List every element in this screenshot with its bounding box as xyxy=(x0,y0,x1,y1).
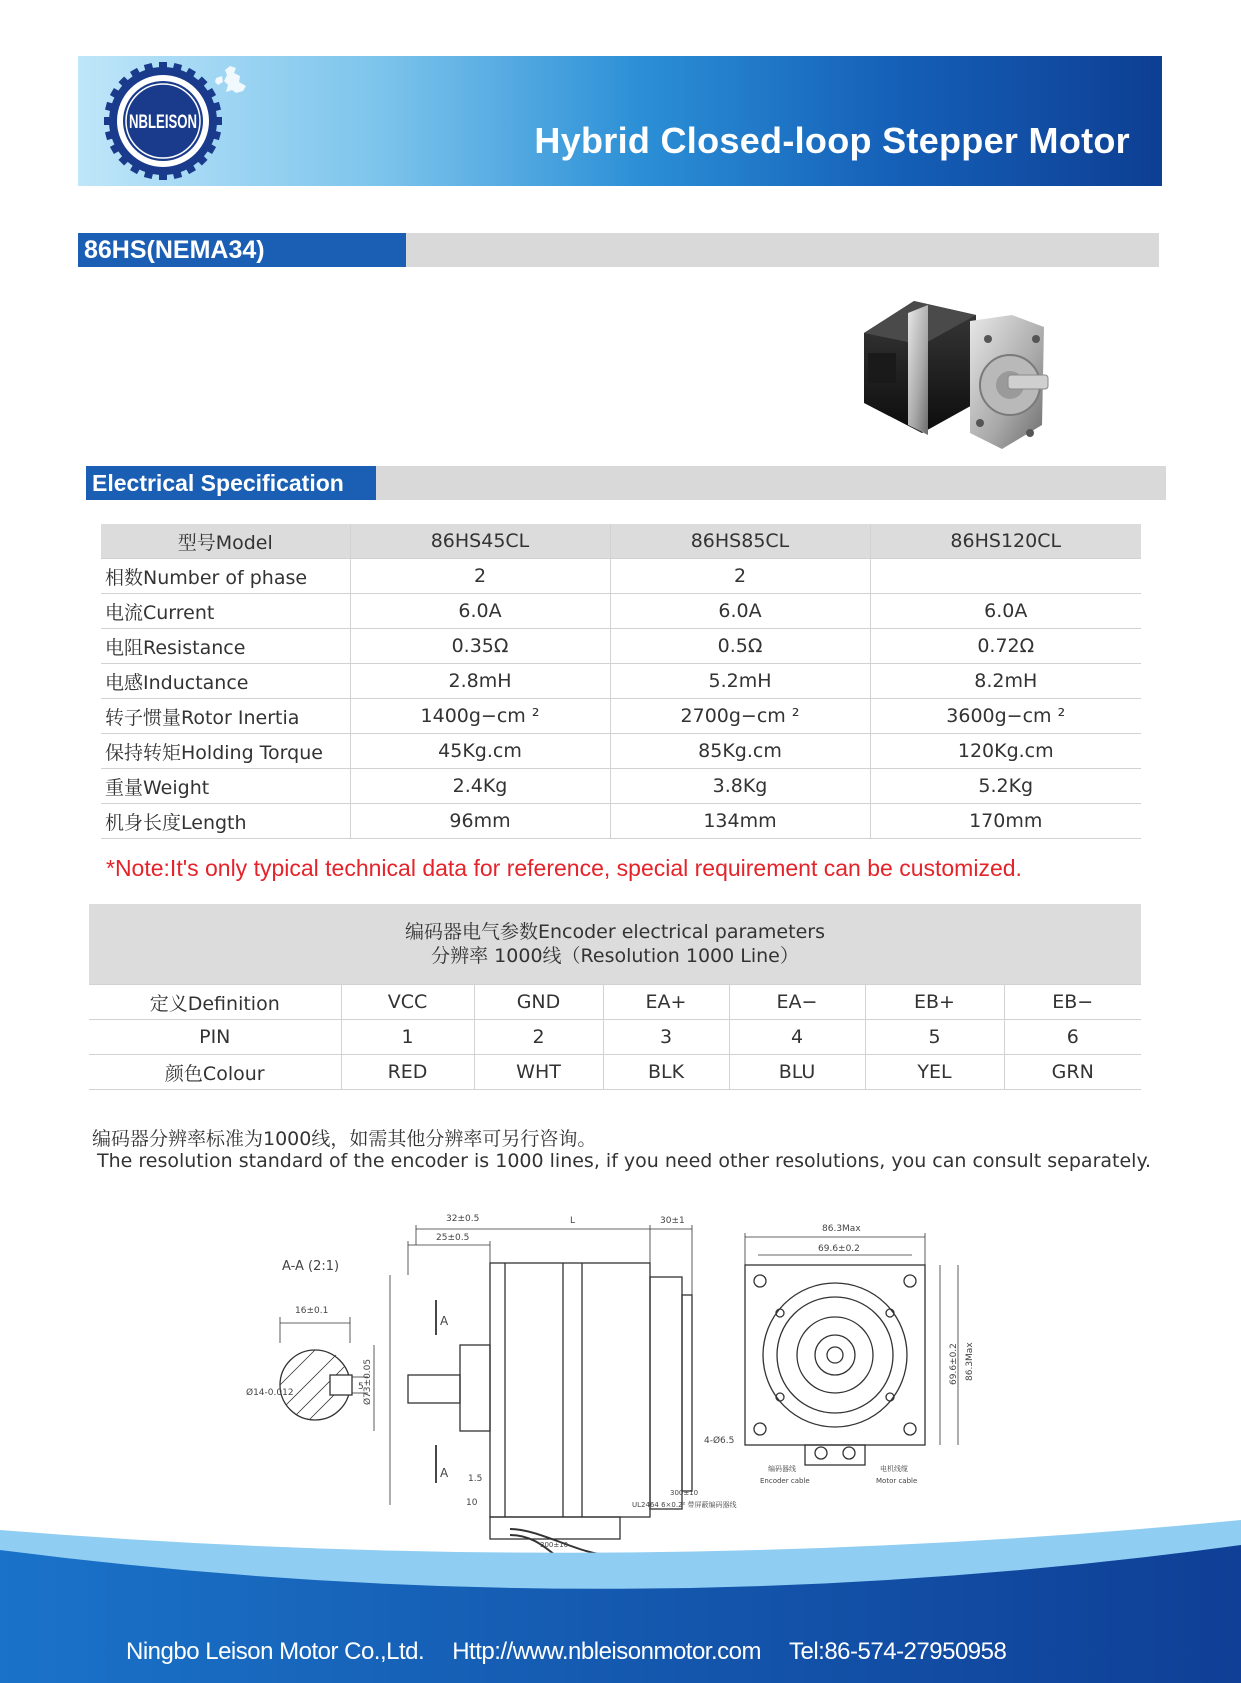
row-label: PIN xyxy=(89,1020,341,1055)
dim-holes: 4-Ø6.5 xyxy=(704,1436,735,1446)
table-cell: 5 xyxy=(865,1020,1004,1055)
table-cell: 2 xyxy=(474,1020,603,1055)
product-section-bar xyxy=(78,233,1159,267)
resolution-note-zh: 编码器分辨率标准为1000线，如需其他分辨率可另行咨询。 xyxy=(92,1128,597,1150)
row-label: 电阻Resistance xyxy=(101,629,350,664)
map-icon xyxy=(212,64,258,100)
table-cell: BLK xyxy=(603,1055,729,1090)
encoder-title-row xyxy=(89,904,1141,985)
row-label: 相数Number of phase xyxy=(101,559,350,594)
table-row xyxy=(101,769,1141,804)
electrical-section-title: Electrical Specification xyxy=(86,466,376,500)
dim-300-a: 300±10 xyxy=(670,1489,699,1497)
table-cell: GRN xyxy=(1004,1055,1141,1090)
table-cell: 1 xyxy=(341,1020,474,1055)
header-cell: 型号Model xyxy=(101,524,350,559)
table-row xyxy=(89,1055,1141,1090)
table-cell: 1400g−cm ² xyxy=(350,699,610,734)
table-cell: 5.2Kg xyxy=(870,769,1141,804)
encoder-cable-label-en: Encoder cable xyxy=(760,1477,810,1485)
table-cell: BLU xyxy=(729,1055,865,1090)
motor-body-side xyxy=(490,1263,650,1517)
table-row xyxy=(101,804,1141,839)
table-cell: 120Kg.cm xyxy=(870,734,1141,769)
header-banner xyxy=(78,56,1162,186)
table-cell: 85Kg.cm xyxy=(610,734,870,769)
dim-86max-top: 86.3Max xyxy=(822,1224,861,1234)
encoder-title-line1: 编码器电气参数Encoder electrical parameters xyxy=(405,921,825,943)
shaft xyxy=(408,1375,460,1403)
row-label: 定义Definition xyxy=(89,985,341,1020)
table-cell: 3 xyxy=(603,1020,729,1055)
encoder-cable-label-zh: 编码器线 xyxy=(768,1465,796,1473)
header-cell: 86HS120CL xyxy=(870,524,1141,559)
table-cell: RED xyxy=(341,1055,474,1090)
dim-86max-side: 86.3Max xyxy=(965,1342,975,1381)
gear-tooth xyxy=(104,117,114,125)
table-header-row xyxy=(101,524,1141,559)
table-cell: EA− xyxy=(729,985,865,1020)
table-cell: 2 xyxy=(610,559,870,594)
resolution-note-en: The resolution standard of the encoder is 1000 lines, if you need other resolutions, you can consult separately. xyxy=(97,1150,1152,1172)
table-cell: 0.5Ω xyxy=(610,629,870,664)
dim-10: 10 xyxy=(466,1498,478,1508)
dim-32: 32±0.5 xyxy=(446,1214,480,1224)
dim-300-b: 300±10 xyxy=(540,1541,569,1549)
encoder-table xyxy=(89,904,1141,1090)
table-cell: 8.2mH xyxy=(870,664,1141,699)
row-label: 颜色Colour xyxy=(89,1055,341,1090)
table-row xyxy=(101,594,1141,629)
dim-25: 25±0.5 xyxy=(436,1233,470,1243)
table-cell: 96mm xyxy=(350,804,610,839)
dim-16: 16±0.1 xyxy=(295,1306,329,1316)
table-row xyxy=(89,985,1141,1020)
gear-tooth xyxy=(212,117,222,125)
dim-69-6-top: 69.6±0.2 xyxy=(818,1244,860,1254)
table-cell: VCC xyxy=(341,985,474,1020)
table-cell: WHT xyxy=(474,1055,603,1090)
electrical-spec-table xyxy=(101,524,1141,839)
dim-73: Ø73±0.05 xyxy=(363,1358,373,1405)
table-row xyxy=(101,734,1141,769)
table-cell: YEL xyxy=(865,1055,1004,1090)
table-cell xyxy=(870,559,1141,594)
table-cell: 45Kg.cm xyxy=(350,734,610,769)
header-title: Hybrid Closed-loop Stepper Motor xyxy=(534,120,1130,161)
table-cell: 2.4Kg xyxy=(350,769,610,804)
table-cell: GND xyxy=(474,985,603,1020)
table-row xyxy=(101,559,1141,594)
gear-tooth xyxy=(159,62,167,72)
table-cell: 3.8Kg xyxy=(610,769,870,804)
dim-5: 5 xyxy=(358,1382,364,1392)
footer-contact xyxy=(126,1638,1034,1666)
row-label: 保持转矩Holding Torque xyxy=(101,734,350,769)
row-label: 转子惯量Rotor Inertia xyxy=(101,699,350,734)
table-cell: 2 xyxy=(350,559,610,594)
footer-website[interactable]: Http://www.nbleisonmotor.com xyxy=(452,1638,761,1665)
table-cell: 0.35Ω xyxy=(350,629,610,664)
table-cell: 6 xyxy=(1004,1020,1141,1055)
table-cell: EB− xyxy=(1004,985,1141,1020)
header-cell: 86HS45CL xyxy=(350,524,610,559)
dim-L: L xyxy=(570,1216,576,1226)
dim-69-6-side: 69.6±0.2 xyxy=(949,1343,959,1385)
gear-tooth xyxy=(159,170,167,180)
motor-front-view xyxy=(745,1265,925,1445)
table-row xyxy=(101,664,1141,699)
nbleison-logo xyxy=(104,62,222,180)
electrical-section-bar xyxy=(86,466,1166,500)
table-cell: EA+ xyxy=(603,985,729,1020)
table-row xyxy=(101,629,1141,664)
encoder-title-line2: 分辨率 1000线（Resolution 1000 Line） xyxy=(431,945,799,967)
section-mark-a-bottom: A xyxy=(440,1466,449,1480)
table-cell: 6.0A xyxy=(610,594,870,629)
section-label: A-A (2:1) xyxy=(282,1259,340,1274)
table-row xyxy=(101,699,1141,734)
table-cell: 6.0A xyxy=(350,594,610,629)
table-cell: 6.0A xyxy=(870,594,1141,629)
table-cell: 5.2mH xyxy=(610,664,870,699)
table-cell: 4 xyxy=(729,1020,865,1055)
dim-30: 30±1 xyxy=(660,1216,685,1226)
table-cell: 134mm xyxy=(610,804,870,839)
table-cell: EB+ xyxy=(865,985,1004,1020)
motor-cable-label-zh: 电机线缆 xyxy=(880,1465,908,1473)
header-cell: 86HS85CL xyxy=(610,524,870,559)
cable-note-encoder: UL2464 6×0.2² 带屏蔽编码器线 xyxy=(632,1501,737,1509)
table-cell: 170mm xyxy=(870,804,1141,839)
footer-company: Ningbo Leison Motor Co.,Ltd. xyxy=(126,1638,425,1665)
row-label: 电流Current xyxy=(101,594,350,629)
table-cell: 3600g−cm ² xyxy=(870,699,1141,734)
table-cell: 0.72Ω xyxy=(870,629,1141,664)
row-label: 电感Inductance xyxy=(101,664,350,699)
row-label: 机身长度Length xyxy=(101,804,350,839)
table-cell: 2700g−cm ² xyxy=(610,699,870,734)
dim-1-5: 1.5 xyxy=(468,1474,483,1484)
encoder-title-cell xyxy=(89,904,1141,985)
table-row xyxy=(89,1020,1141,1055)
section-mark-a-top: A xyxy=(440,1314,449,1328)
row-label: 重量Weight xyxy=(101,769,350,804)
flange xyxy=(460,1345,490,1431)
table-cell: 2.8mH xyxy=(350,664,610,699)
product-section-title: 86HS(NEMA34) xyxy=(78,233,406,267)
dim-14: Ø14-0.012 xyxy=(246,1388,294,1398)
note-text: *Note:It's only typical technical data for reference, special requirement can be customized. xyxy=(106,855,1022,881)
footer-tel: Tel:86-574-27950958 xyxy=(788,1638,1007,1665)
motor-photo xyxy=(862,293,1050,453)
brand-name: NBLEISON xyxy=(129,112,197,133)
motor-cable-label-en: Motor cable xyxy=(876,1477,918,1485)
